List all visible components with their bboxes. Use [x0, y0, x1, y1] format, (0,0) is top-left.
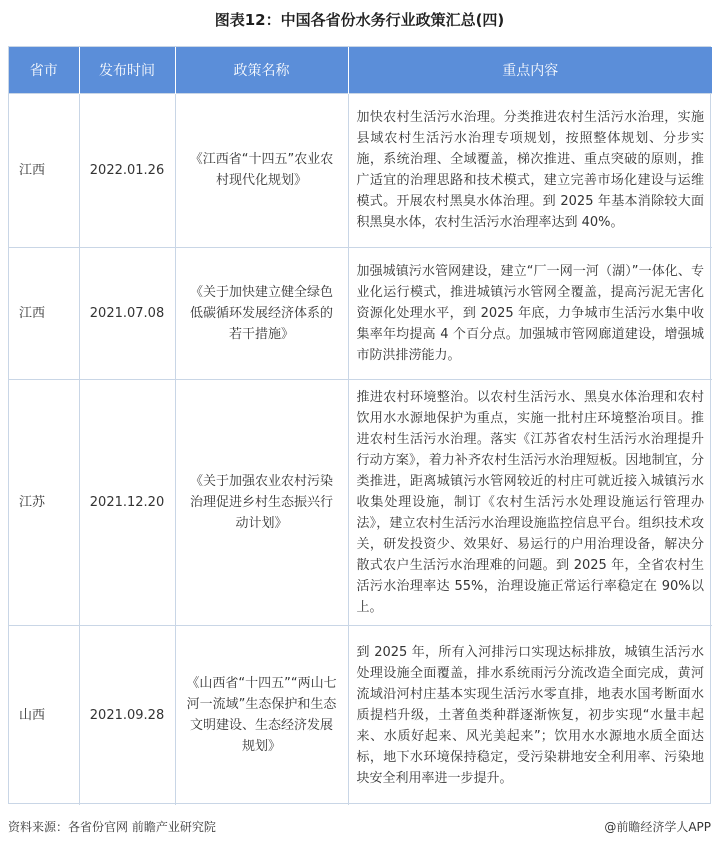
cell-content: 到 2025 年，所有入河排污口实现达标排放，城镇生活污水处理设施全面覆盖，排水系统雨污分流改造全面完成，黄河流域沿河村庄基本实现生活污水零直排，地表水国考断面水质提档升级，土著鱼类种群逐渐恢复，初步实现“水量丰起来、水质好起来、风光美起来”；饮用水水源地水质全面达标，地下水环境保持稳定，受污染耕地安全利用率、污染地块安全利用率进一步提升。	[348, 625, 712, 805]
cell-date: 2021.12.20	[79, 379, 175, 625]
cell-province: 江西	[9, 247, 79, 379]
cell-province: 江苏	[9, 379, 79, 625]
cell-content: 推进农村环境整治。以农村生活污水、黑臭水体治理和农村饮用水水源地保护为重点，实施一批村庄环境整治项目。推进农村生活污水治理。落实《江苏省农村生活污水治理提升行动方案》，着力补齐农村生活污水治理短板。因地制宜，分类推进，距离城镇污水管网较近的村庄可就近接入城镇污水收集处理设施，制订《农村生活污水处理设施运行管理办法》，建立农村生活污水治理设施监控信息平台。组织技术攻关，研发投资少、效果好、易运行的户用治理设备，解决分散式农户生活污水治理难的问题。到 2025 年，全省农村生活污水治理率达 55%，治理设施正常运行率稳定在 90%以上。	[348, 379, 712, 625]
cell-province: 江西	[9, 93, 79, 247]
cell-date: 2022.01.26	[79, 93, 175, 247]
cell-date: 2021.09.28	[79, 625, 175, 805]
cell-policy: 《关于加快建立健全绿色低碳循环发展经济体系的若干措施》	[175, 247, 348, 379]
brand-credit: @前瞻经济学人APP	[604, 820, 711, 834]
source-note: 资料来源：各省份官网 前瞻产业研究院	[8, 820, 216, 834]
header-province: 省市	[9, 47, 79, 93]
table-header-row	[9, 47, 712, 93]
cell-province: 山西	[9, 625, 79, 805]
chart-title: 图表12：中国各省份水务行业政策汇总(四)	[214, 11, 505, 29]
policy-table	[8, 46, 711, 804]
header-policy: 政策名称	[175, 47, 348, 93]
header-date: 发布时间	[79, 47, 175, 93]
cell-date: 2021.07.08	[79, 247, 175, 379]
cell-policy: 《山西省“十四五”“两山七河一流域”生态保护和生态文明建设、生态经济发展规划》	[175, 625, 348, 805]
header-content: 重点内容	[348, 47, 712, 93]
table-row	[9, 93, 712, 247]
cell-policy: 《关于加强农业农村污染治理促进乡村生态振兴行动计划》	[175, 379, 348, 625]
cell-content: 加快农村生活污水治理。分类推进农村生活污水治理，实施县域农村生活污水治理专项规划，按照整体规划、分步实施，系统治理、全域覆盖，梯次推进、重点突破的原则，推广适宜的治理思路和技术模式，建立完善市场化建设与运维模式。开展农村黑臭水体治理。到 2025 年基本消除较大面积黑臭水体，农村生活污水治理率达到 40%。	[348, 93, 712, 247]
table-row	[9, 379, 712, 625]
cell-content: 加强城镇污水管网建设，建立“厂一网一河（湖）”一体化、专业化运行模式，推进城镇污水管网全覆盖，提高污泥无害化资源化处理水平，到 2025 年底，力争城市生活污水集中收集率年均提高 4 个百分点。加强城市管网廊道建设，增强城市防洪排涝能力。	[348, 247, 712, 379]
table-row	[9, 247, 712, 379]
table-row	[9, 625, 712, 805]
cell-policy: 《江西省“十四五”农业农村现代化规划》	[175, 93, 348, 247]
